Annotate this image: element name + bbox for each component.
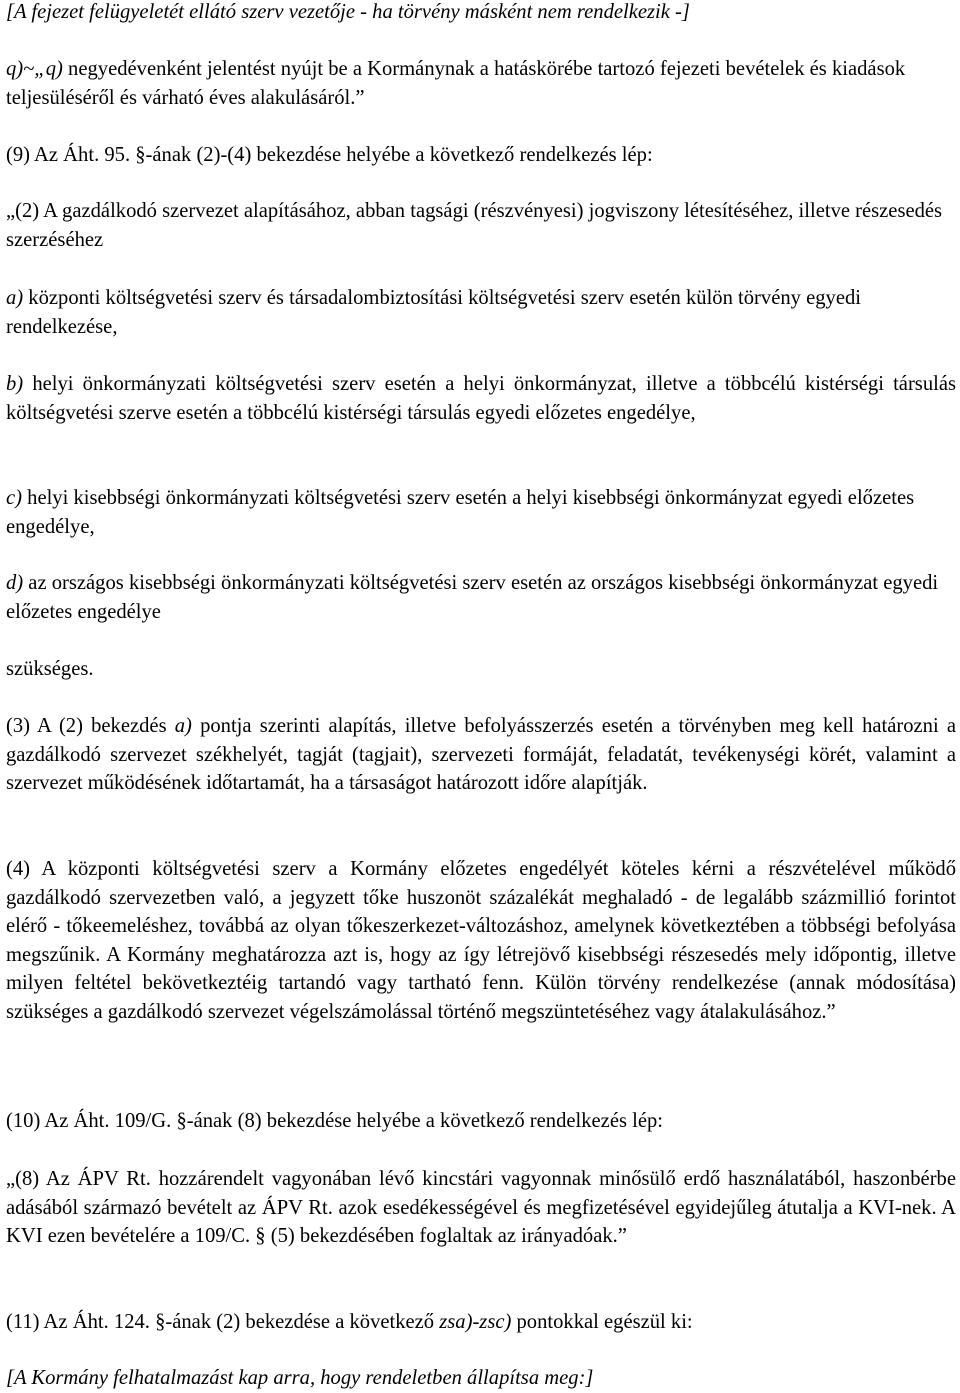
footer-note: [A Kormány felhatalmazást kap arra, hogy rendeletben állapítsa meg:] [6, 1367, 594, 1389]
list-item-b [6, 370, 956, 427]
item-text: negyedévenként jelentést nyújt be a Kormánynak a hatáskörébe tartozó fejezeti bevételek és kiadások teljesüléséről és várható éves alakulásáról.” [6, 58, 906, 109]
paragraph-3 [6, 712, 956, 798]
paragraph-text: pontja szerinti alapítás, illetve befolyásszerzés esetén a törvényben meg kell határozni a gazdálkodó szervezet székhelyét, tagját (tagjait), szervezeti formáját, feladatát, tevékenységi körét, valamint a szervezet működésének időtartamát, ha a társaságot határozott időre alapítják. [6, 715, 957, 795]
paragraph-italic-ref: zsa)-zsc) [439, 1311, 512, 1333]
paragraph-text: pontokkal egészül ki: [511, 1311, 693, 1333]
amendment-point-9: (9) Az Áht. 95. §-ának (2)-(4) bekezdése helyébe a következő rendelkezés lép: [6, 144, 653, 166]
list-item-a [6, 284, 956, 341]
paragraph-italic-ref: a) [174, 715, 192, 737]
paragraph-8: „(8) Az ÁPV Rt. hozzárendelt vagyonában lévő kincstári vagyonnak minősülő erdő használatából, haszonbérbe adásából származó bevételt az ÁPV Rt. azok esedékességével és megfizetésével egyidejűleg átutalja a KVI-nek. A KVI ezen bevételére a 109/C. § (5) bekezdésében foglaltak az irányadóak.” [6, 1168, 956, 1248]
list-item-d [6, 569, 956, 626]
item-label: d) [6, 572, 24, 594]
item-label: a) [6, 287, 24, 309]
amendment-point-10: (10) Az Áht. 109/G. §-ának (8) bekezdése helyébe a következő rendelkezés lép: [6, 1110, 664, 1132]
item-label: q)~„q) [6, 58, 63, 80]
item-text: helyi önkormányzati költségvetési szerv esetén a helyi önkormányzat, illetve a többcélú kistérségi társulás költségvetési szerve esetén a többcélú kistérségi társulás egyedi előzetes engedélye, [6, 373, 956, 424]
paragraph-4: (4) A központi költségvetési szerv a Kormány előzetes engedélyét köteles kérni a részvételével működő gazdálkodó szervezetben való, a jegyzett tőke huszonöt százalékát meghaladó - de legalább százmillió forintot elérő - tőkeemeléshez, továbbá az olyan tőkeszerkezet-változáshoz, amelynek következtében a többségi befolyása megszűnik. A Kormány meghatározza azt is, hogy az így létrejövő kisebbségi részesedés mely időpontig, illetve milyen feltétel bekövetkeztéig tartandó vagy tartható fenn. Külön törvény rendelkezése (annak módosítása) szükséges a gazdálkodó szervezet végelszámolással történő megszüntetéséhez vagy átalakulásához.” [6, 858, 956, 1023]
paragraph-2: „(2) A gazdálkodó szervezet alapításához, abban tagsági (részvényesi) jogviszony létesítéséhez, illetve részesedés szerzéséhez [6, 200, 943, 251]
item-label: b) [6, 373, 24, 395]
paragraph-text: (11) Az Áht. 124. §-ának (2) bekezdése a következő [6, 1311, 440, 1333]
item-label: c) [6, 487, 22, 509]
item-text: helyi kisebbségi önkormányzati költségvetési szerv esetén a helyi kisebbségi önkormányzat egyedi előzetes engedélye, [6, 487, 915, 538]
conclusion-text: szükséges. [6, 658, 94, 680]
list-item-q [6, 55, 956, 112]
amendment-point-11 [6, 1308, 693, 1337]
item-text: központi költségvetési szerv és társadalombiztosítási költségvetési szerv esetén külön törvény egyedi rendelkezése, [6, 287, 861, 338]
list-item-c [6, 484, 956, 541]
item-text: az országos kisebbségi önkormányzati költségvetési szerv esetén az országos kisebbségi önkormányzat egyedi előzetes engedélye [6, 572, 939, 623]
heading-note: [A fejezet felügyeletét ellátó szerv vezetője - ha törvény másként nem rendelkezik -] [6, 1, 690, 23]
paragraph-text: (3) A (2) bekezdés [6, 715, 175, 737]
